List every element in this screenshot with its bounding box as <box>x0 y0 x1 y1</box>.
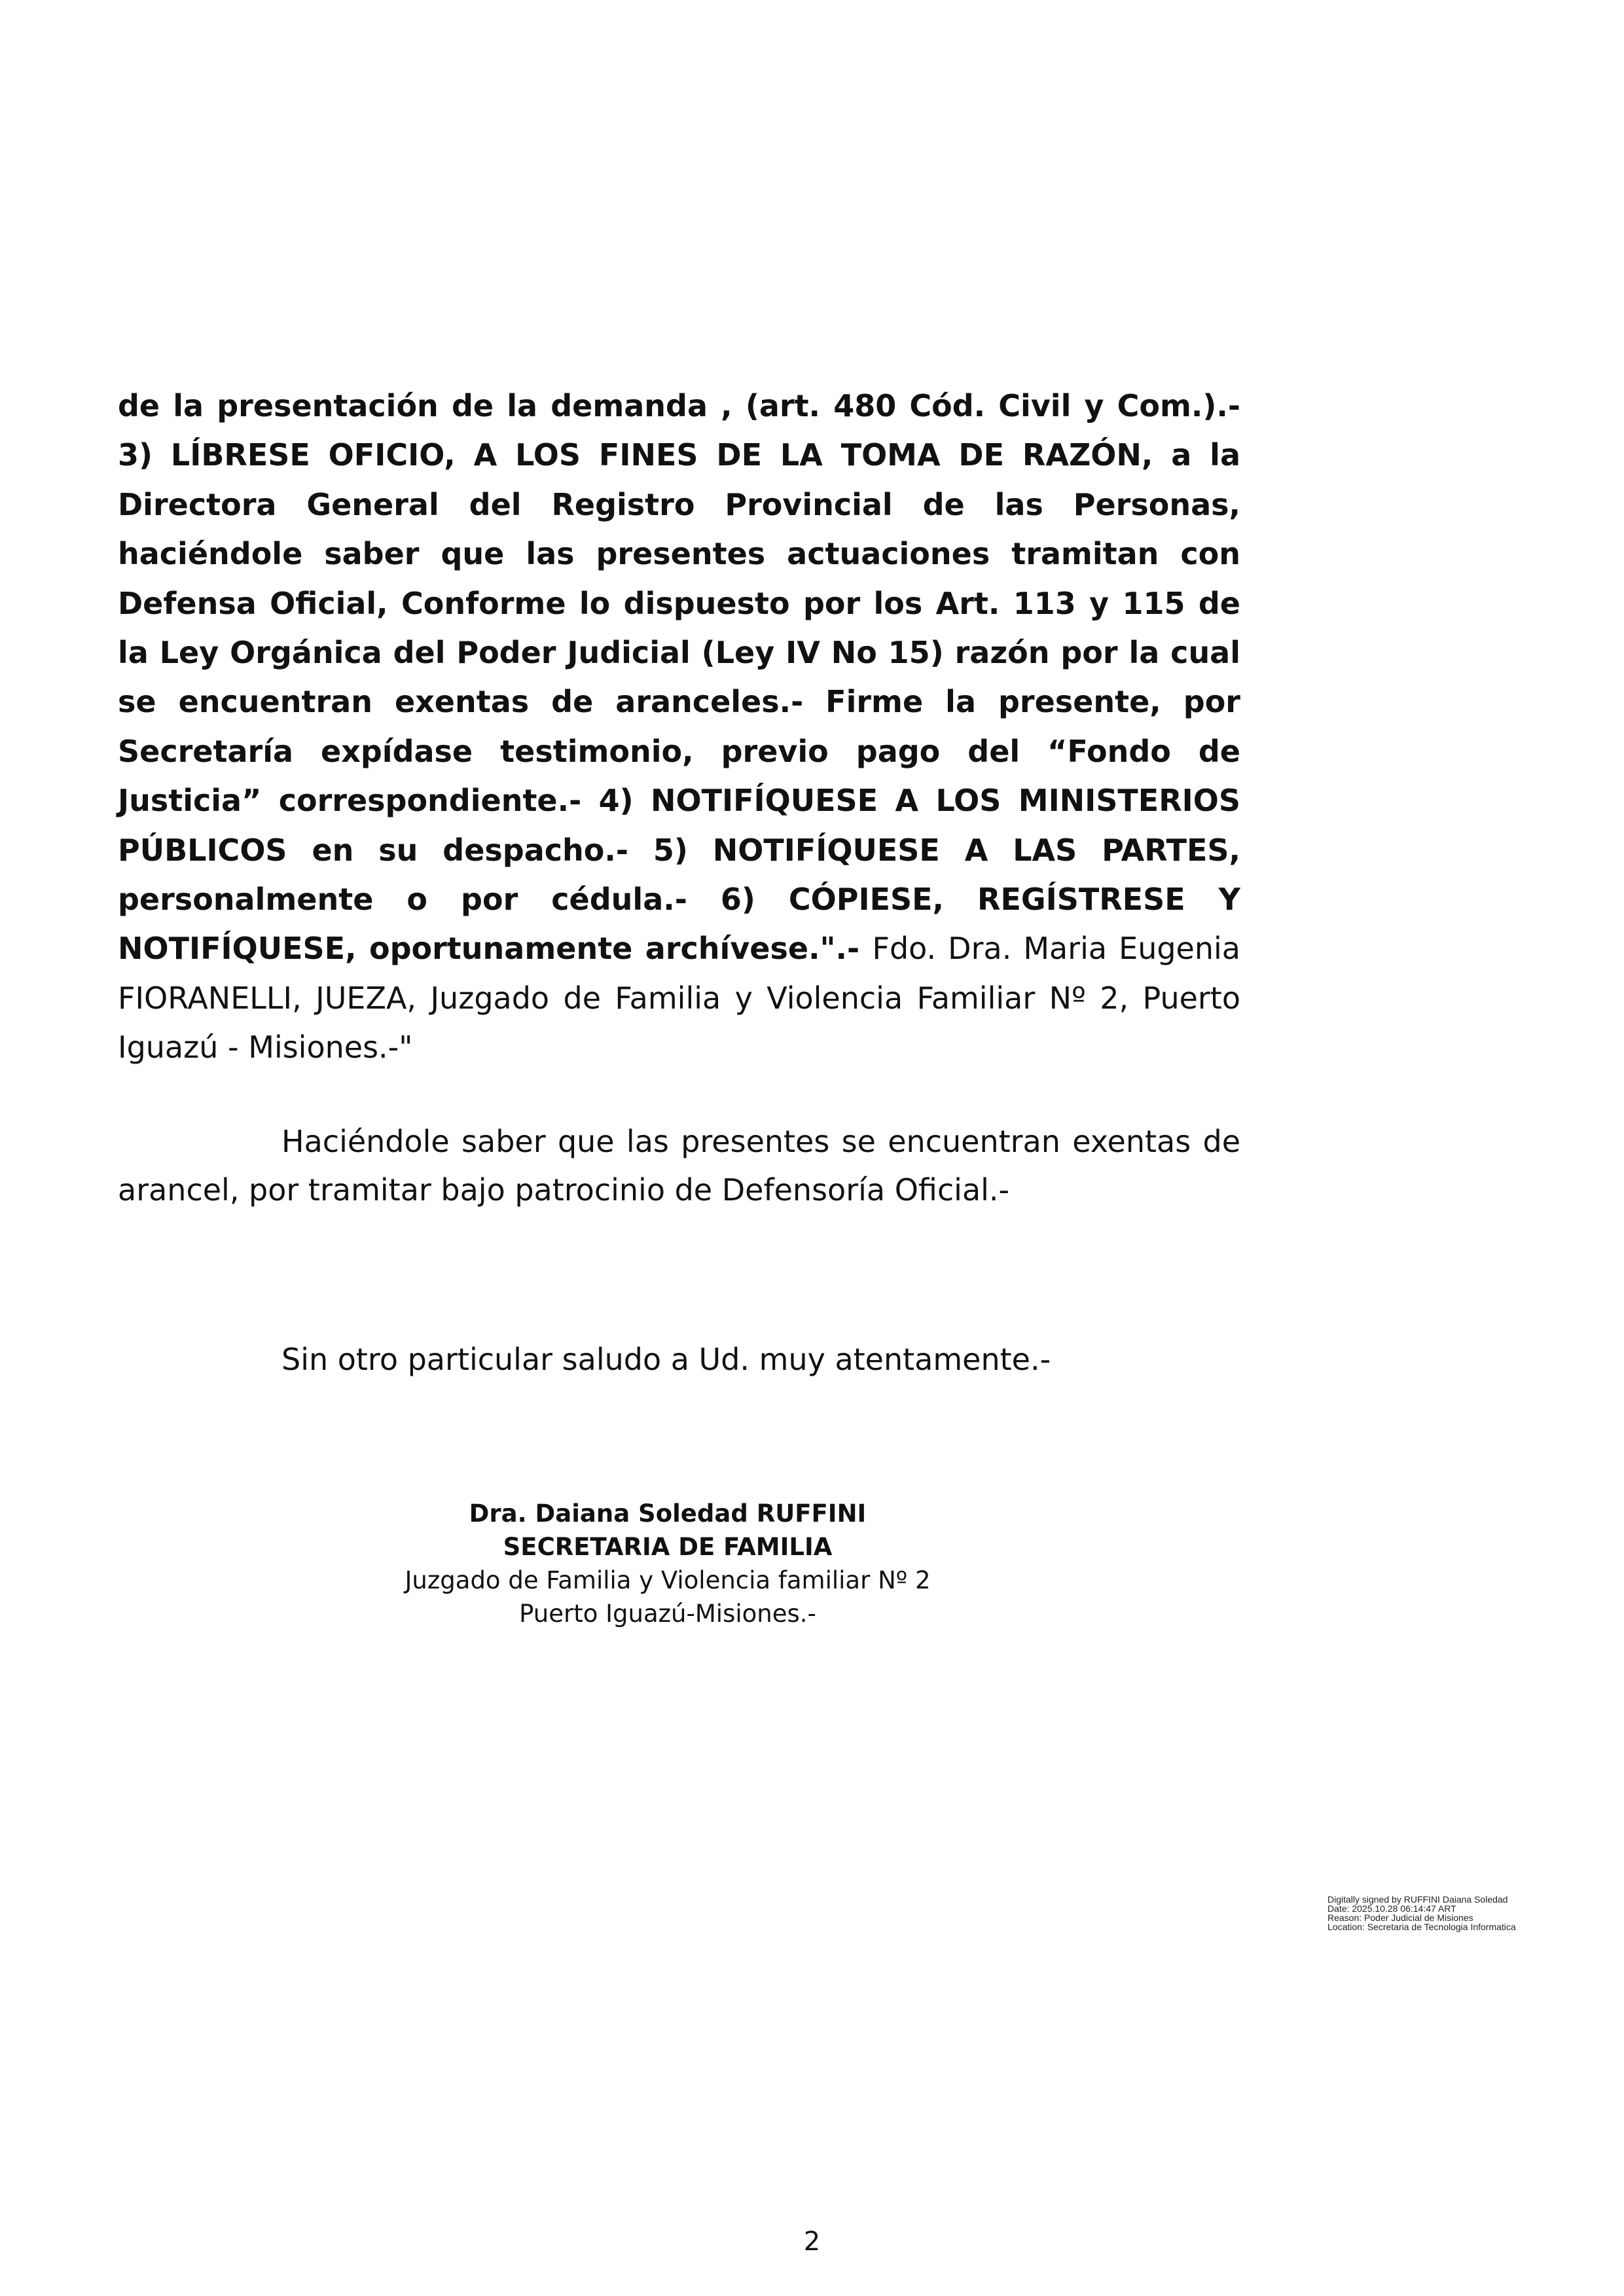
body-bold-text: de la presentación de la demanda , (art. 480 Cód. Civil y Com.).- 3) LÍBRESE OFICIO, A LOS FINES DE LA TOMA DE RAZÓN, a la Directora General del Registro Provincial de las Personas, haciéndole saber que las presentes actuaciones tramitan con Defensa Oficial, Conforme lo dispuesto por los Art. 113 y 115 de la Ley Orgánica del Poder Judicial (Ley IV No 15) razón por la cual se encuentran exentas de aranceles.- Firme la presente, por Secretaría expídase testimonio, previo pago del “Fondo de Justicia” correspondiente.- 4) NOTIFÍQUESE A LOS MINISTERIOS PÚBLICOS en su despacho.- 5) NOTIFÍQUESE A LAS PARTES, personalmente o por cédula.- 6) CÓPIESE, REGÍSTRESE Y NOTIFÍQUESE, oportunamente archívese.".- <box>118 388 1240 967</box>
signer-name: Dra. Daiana Soledad RUFFINI <box>469 1499 867 1528</box>
digital-signature-stamp <box>1327 1895 1517 1931</box>
closing-salutation: Sin otro particular saludo a Ud. muy atentamente.- <box>281 1342 1051 1377</box>
signer-title: SECRETARIA DE FAMILIA <box>503 1533 833 1561</box>
body-signature-reference: Fdo. Dra. Maria Eugenia FIORANELLI, JUEZA, Juzgado de Familia y Violencia Familiar Nº 2, Puerto Iguazú - Misiones.-" <box>118 931 1240 1066</box>
digital-signature-reason: Reason: Poder Judicial de Misiones <box>1327 1912 1473 1923</box>
digital-signature-date: Date: 2025.10.28 06:14:47 ART <box>1327 1903 1456 1914</box>
signature-block <box>353 1497 982 1630</box>
digital-signature-location: Location: Secretaria de Tecnologia Informatica <box>1327 1922 1516 1932</box>
signer-court: Juzgado de Familia y Violencia familiar Nº 2 <box>405 1566 931 1594</box>
page-number: 2 <box>803 2227 821 2257</box>
signer-location: Puerto Iguazú-Misiones.- <box>519 1600 816 1628</box>
digital-signature-signer: Digitally signed by RUFFINI Daiana Soledad <box>1327 1894 1508 1905</box>
arancel-paragraph: Haciéndole saber que las presentes se encuentran exentas de arancel, por tramitar bajo patrocinio de Defensoría Oficial.- <box>118 1124 1240 1208</box>
body-paragraph <box>118 382 1240 1073</box>
